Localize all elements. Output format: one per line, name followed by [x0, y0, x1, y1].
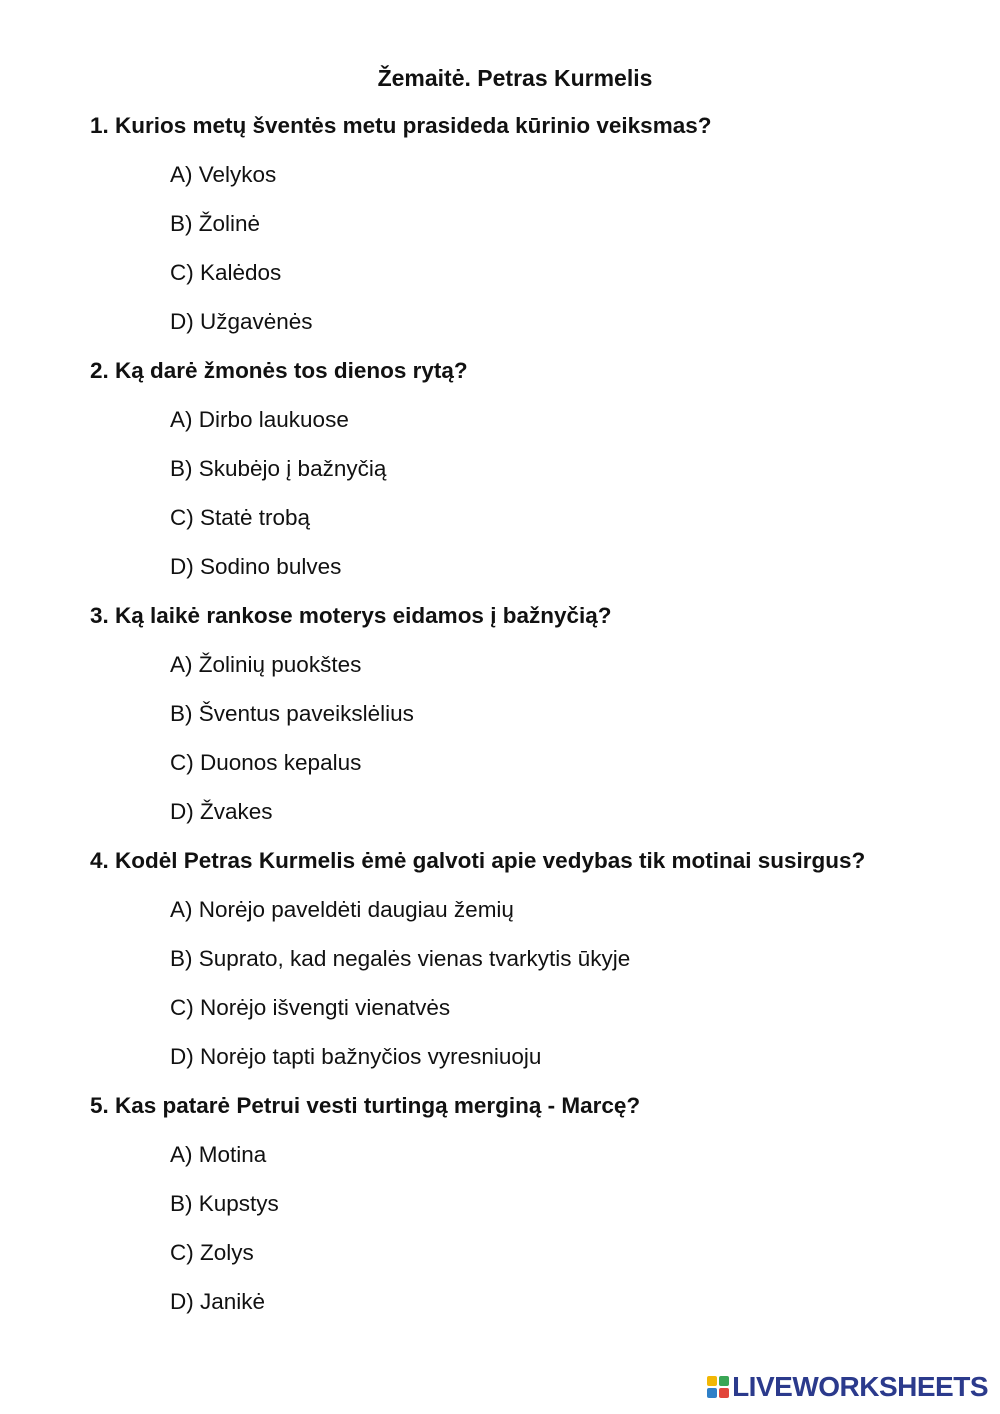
answer-option[interactable]: D) Užgavėnės	[170, 309, 313, 334]
question-text: 3. Ką laikė rankose moterys eidamos į bažnyčią?	[90, 603, 612, 628]
question-block	[0, 843, 1000, 1088]
answer-option[interactable]: D) Janikė	[170, 1289, 266, 1314]
answer-option[interactable]: A) Velykos	[170, 162, 277, 187]
answer-option[interactable]: A) Žolinių puokštes	[170, 652, 362, 677]
answer-option[interactable]: A) Norėjo paveldėti daugiau žemių	[170, 897, 514, 922]
logo-square	[707, 1388, 717, 1398]
answer-option[interactable]: B) Suprato, kad negalės vienas tvarkytis ūkyje	[170, 946, 631, 971]
question-text: 1. Kurios metų šventės metu prasideda kūrinio veiksmas?	[90, 113, 712, 138]
question-text: 2. Ką darė žmonės tos dienos rytą?	[90, 358, 468, 383]
answer-option[interactable]: A) Motina	[170, 1142, 267, 1167]
logo-square	[707, 1376, 717, 1386]
question-block	[0, 1088, 1000, 1333]
answer-option[interactable]: D) Norėjo tapti bažnyčios vyresniuoju	[170, 1044, 542, 1069]
answer-option[interactable]: C) Duonos kepalus	[170, 750, 362, 775]
answer-option[interactable]: B) Šventus paveikslėlius	[170, 701, 414, 726]
liveworksheets-logo[interactable]	[707, 1370, 988, 1404]
question-block	[0, 598, 1000, 843]
answer-option[interactable]: C) Zolys	[170, 1240, 254, 1265]
answer-option[interactable]: C) Statė trobą	[170, 505, 311, 530]
question-text: 5. Kas patarė Petrui vesti turtingą merginą - Marcę?	[90, 1093, 641, 1118]
question-list	[0, 108, 1000, 1333]
liveworksheets-logo-icon	[707, 1376, 729, 1398]
answer-option[interactable]: A) Dirbo laukuose	[170, 407, 349, 432]
question-block	[0, 353, 1000, 598]
logo-square	[719, 1376, 729, 1386]
answer-option[interactable]: B) Kupstys	[170, 1191, 279, 1216]
answer-option[interactable]: B) Žolinė	[170, 211, 261, 236]
answer-option[interactable]: C) Norėjo išvengti vienatvės	[170, 995, 451, 1020]
question-block	[0, 108, 1000, 353]
answer-option[interactable]: D) Sodino bulves	[170, 554, 342, 579]
answer-option[interactable]: D) Žvakes	[170, 799, 273, 824]
question-text: 4. Kodėl Petras Kurmelis ėmė galvoti apie vedybas tik motinai susirgus?	[90, 848, 866, 873]
answer-option[interactable]: B) Skubėjo į bažnyčią	[170, 456, 387, 481]
logo-text: LIVEWORKSHEETS	[732, 1371, 988, 1402]
worksheet-title: Žemaitė. Petras Kurmelis	[377, 65, 653, 91]
answer-option[interactable]: C) Kalėdos	[170, 260, 282, 285]
logo-square	[719, 1388, 729, 1398]
